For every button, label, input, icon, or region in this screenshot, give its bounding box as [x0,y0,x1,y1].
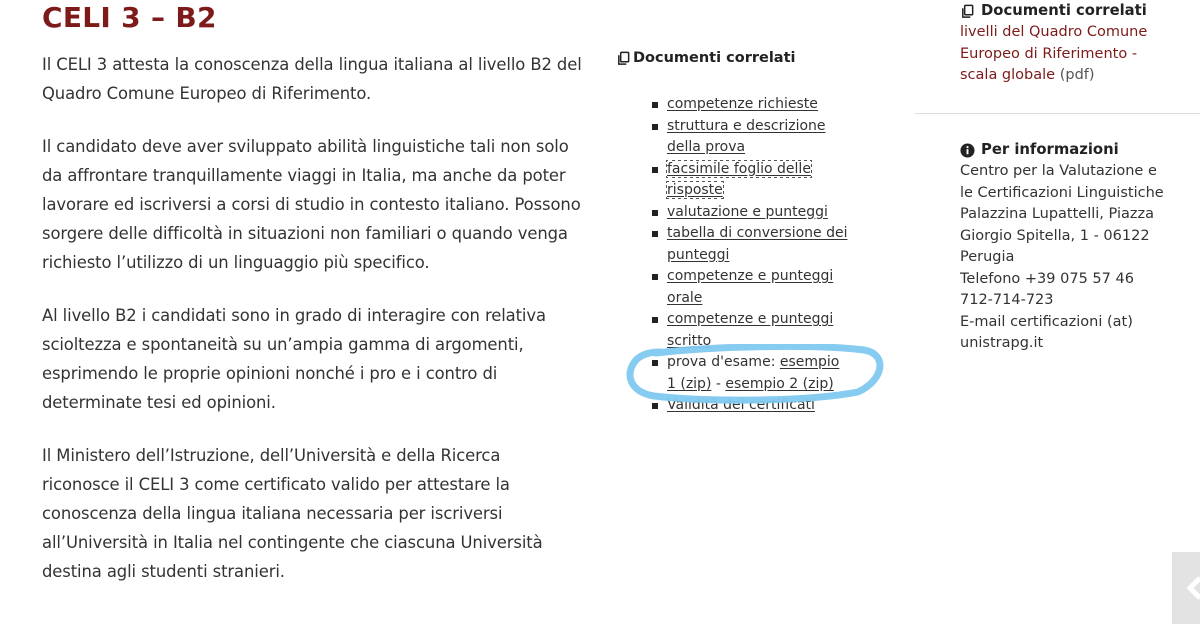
info-heading [960,139,1200,161]
sidebar-divider [915,113,1200,114]
scroll-top-button[interactable] [1172,552,1200,624]
page-title: CELI 3 – B2 [42,1,217,34]
link-line: scala globale [960,67,1056,83]
info-line: Giorgio Spitella, 1 - 06122 [960,227,1150,244]
prova-esame-label: prova d'esame: [667,354,780,370]
sidebar-documents-heading [960,0,1200,22]
chevron-left-icon [1186,576,1200,600]
link-line: livelli del Quadro Comune [960,24,1148,40]
list-item [652,395,852,417]
link-facsimile-foglio[interactable]: facsimile foglio delle risposte [667,160,811,198]
link-livelli-qcer-pdf[interactable] [960,22,1200,87]
info-line: Palazzina Lupattelli, Piazza [960,206,1154,222]
list-item [652,202,852,224]
list-item [652,94,852,116]
list-item [652,159,852,202]
link-competenze-richieste[interactable]: competenze richieste [667,96,818,112]
phone-line: 712-714-723 [960,292,1054,308]
info-line: Perugia [960,249,1015,265]
link-line: Europeo di Riferimento - [960,45,1138,62]
email-line: unistrapg.it [960,335,1044,351]
list-item [652,116,852,159]
related-documents-title: Documenti correlati [633,50,796,66]
file-type-label: (pdf) [1059,67,1095,83]
list-item [652,309,852,352]
info-circle-icon [960,143,975,158]
link-competenze-scritto[interactable]: competenze e punteggi scritto [667,311,834,349]
paragraph-ministry: Il Ministero dell’Istruzione, dell’Università e della Ricerca riconosce il CELI 3 come certificato valido per attestare la conoscenza della lingua italiana necessaria per iscriversi all’Università in Italia nel contingente che ciascuna Università destina agli studenti stranieri. [42,446,543,581]
sidebar-related-documents [960,0,1200,87]
copy-icon [960,4,975,19]
paragraph-intro: Il CELI 3 attesta la conoscenza della lingua italiana al livello B2 del Quadro Comune Europeo di Riferimento. [42,55,582,103]
link-validita-certificati[interactable]: Validità dei certificati [667,397,815,413]
email-line: E-mail certificazioni (at) [960,313,1133,330]
related-documents-panel [616,46,886,417]
related-documents-list [652,94,852,417]
link-esempio-1[interactable]: esempio 1 (zip) [667,354,840,392]
phone-line: Telefono +39 075 57 46 [960,270,1134,287]
info-title: Per informazioni [981,141,1119,158]
info-line: le Certificazioni Linguistiche [960,184,1164,201]
link-tabella-conversione[interactable]: tabella di conversione dei punteggi [667,225,848,263]
paragraph-b2-level: Al livello B2 i candidati sono in grado di interagire con relativa scioltezza e spontaneità su un’ampia gamma di argomenti, esprimendo le proprie opinioni nonché i pro e i contro di determinate tesi ed opinioni. [42,306,546,412]
list-item-prova-esame [652,352,852,395]
paragraph-abilities: Il candidato deve aver sviluppato abilità linguistiche tali non solo da affrontare tranquillamente viaggi in Italia, ma anche da poter lavorare ed iscriversi a corsi di studio in contesto italiano. Possono sorgere delle difficoltà in situazioni non familiari o quando venga richiesto l’utilizzo di un linguaggio più specifico. [42,137,581,272]
sidebar-documents-title: Documenti correlati [981,2,1147,19]
list-item [652,223,852,266]
related-documents-heading [616,46,886,70]
link-valutazione-punteggi[interactable]: valutazione e punteggi [667,203,828,220]
separator: - [711,375,726,392]
list-item [652,266,852,309]
info-line: Centro per la Valutazione e [960,163,1157,179]
info-block [960,139,1200,355]
link-competenze-orale[interactable]: competenze e punteggi orale [667,268,834,306]
link-esempio-2[interactable]: esempio 2 (zip) [725,375,834,392]
main-content [42,50,582,610]
copy-icon [616,51,631,66]
link-struttura-descrizione[interactable]: struttura e descrizione della prova [667,117,826,155]
